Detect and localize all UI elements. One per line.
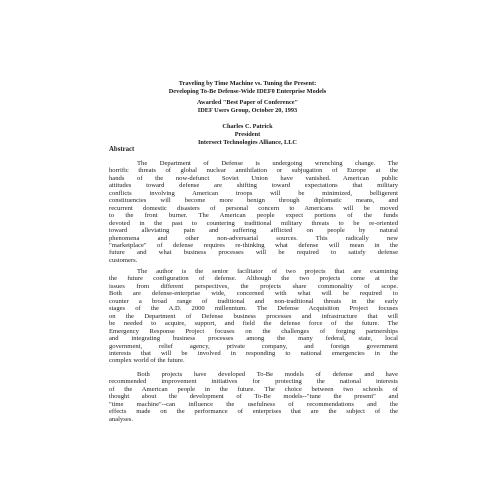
text-line: thought about the development of To-Be models--"tune the present" and [109, 393, 398, 401]
text-line: recurrent domestic disasters of personal concern to Americans will be moved [109, 204, 398, 212]
text-line: recommended improvement initiatives for protecting the national interests [109, 378, 398, 386]
text-line: analyses. [109, 415, 133, 423]
author-role: President [234, 131, 261, 138]
abstract-heading: Abstract [109, 146, 135, 153]
text-line: Emergency Response Project focuses on the challenges of forging partnerships [109, 327, 398, 335]
text-line: horrific threats of global nuclear annihilation or subjugation of Europe at the [109, 167, 398, 175]
text-line: "time machine"--can influence the usefulness of recommendations and the [109, 400, 398, 408]
text-line: The Department of Defense is undergoing wrenching change. The [137, 160, 398, 167]
text-line: be needed to acquire, support, and field the defense force of the future. The [109, 320, 398, 328]
text-line: government, relief agency, private company, and foreign government [109, 342, 398, 350]
text-line: Both projects have developed To-Be models of defense and have [137, 371, 398, 378]
award-line-1: Awarded "Best Paper of Conference" [196, 99, 299, 106]
text-line: attitudes toward defense are shifting toward expectations that military [109, 182, 398, 190]
text-line: hands of the now-defunct Soviet Union have vanished. American public [109, 174, 398, 182]
text-line: devoted in the past to countering traditional military threats to be re-oriented [109, 219, 398, 227]
text-line: effects made on the performance of enterprises that are the subject of the [109, 408, 398, 416]
text-line: the future configuration of defense. Although the two projects come at the [109, 275, 398, 283]
text-line: Both are defense-enterprise wide, concerned with what will be required to [109, 290, 398, 298]
abstract-paragraph-1 [109, 160, 398, 264]
title-line-2: Developing To-Be Defense-Wide IDEF0 Enterprise Models [168, 88, 327, 95]
abstract-paragraph-2 [109, 268, 398, 365]
text-line: issues from different perspectives, the projects share commonality of scope. [109, 282, 398, 290]
text-line: The author is the senior facilitator of two projects that are examining [137, 268, 398, 275]
text-line: counter a broad range of traditional and non-traditional threats in the early [109, 297, 398, 305]
award-note [0, 99, 495, 115]
text-line: conflicts involving American troops will be minimized, belligerent [109, 189, 398, 197]
paper-title [0, 80, 495, 96]
author-organization: Intersect Technologies Alliance, LLC [197, 139, 297, 146]
text-line: phenomena and other non-adversarial sources. This radically new [109, 234, 398, 242]
text-line: of the American people in the future. The choice between two schools of [109, 385, 398, 393]
text-line: to the front burner. The American people expect portions of the funds [109, 212, 398, 220]
text-line: stages of the A.D. 2000 millennium. The Defense Acquisition Project focuses [109, 305, 398, 313]
text-line: and integrating business processes among the many federal, state, local [109, 335, 398, 343]
author-name: Charles C. Patrick [222, 123, 273, 130]
text-line: "marketplace" of defense requires re-thinking what defense will mean in the [109, 241, 398, 249]
text-line: future and what business processes will be required to satisfy defense [109, 249, 398, 257]
text-line: toward alleviating pain and suffering afflicted on people by natural [109, 227, 398, 235]
text-line: complex world of the future. [109, 357, 185, 365]
abstract-paragraph-3 [109, 371, 398, 423]
award-line-2: IDEF Users Group, October 20, 1993 [197, 107, 298, 114]
text-line: customers. [109, 256, 138, 264]
text-line: interests that will be involved in responding to national emergencies in the [109, 349, 398, 357]
author-block [0, 123, 495, 147]
title-line-1: Traveling by Time Machine vs. Tuning the Present: [178, 80, 317, 87]
text-line: constituencies will become more benign through diplomatic means, and [109, 197, 398, 205]
text-line: on the Department of Defense business processes and infrastructure that will [109, 312, 398, 320]
